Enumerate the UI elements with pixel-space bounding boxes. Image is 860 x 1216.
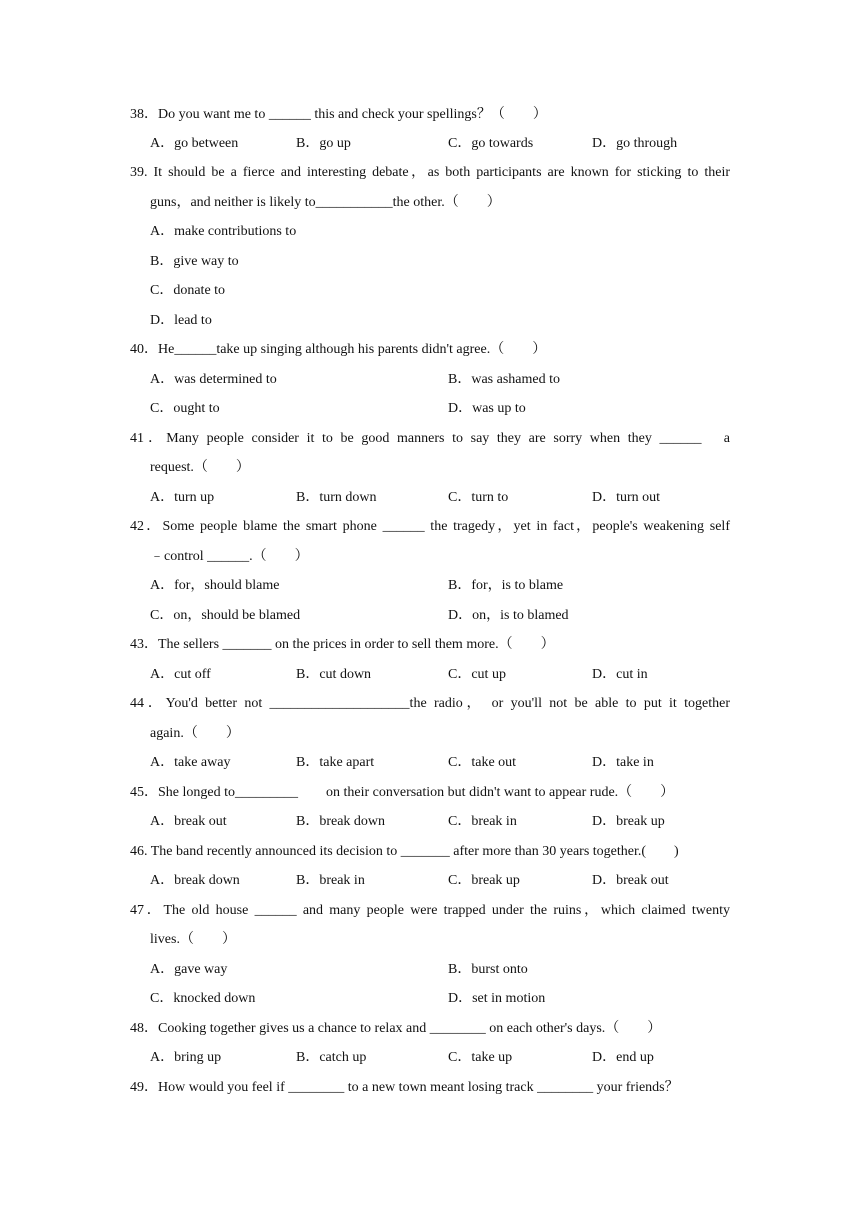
option-a[interactable]: A．bring up xyxy=(150,1050,222,1065)
option-c[interactable]: C．ought to xyxy=(150,401,220,416)
question-44-stem-line1: 44．You'd better not ____________________the radio， or you'll not be able to put it together xyxy=(130,696,730,711)
question-41-stem-line1: 41．Many people consider it to be good manners to say they are sorry when they ______ a xyxy=(130,431,730,446)
option-c[interactable]: C．go towards xyxy=(448,136,534,151)
question-39-option-c[interactable]: C．donate to xyxy=(150,283,226,298)
option-d[interactable]: D．break up xyxy=(592,814,665,829)
option-a[interactable]: A．was determined to xyxy=(150,372,277,387)
option-c[interactable]: C．cut up xyxy=(448,667,506,682)
question-39-stem-line2: guns，and neither is likely to___________the other.（ ） xyxy=(150,195,501,210)
option-b[interactable]: B．take apart xyxy=(296,755,375,770)
option-d[interactable]: D．on，is to blamed xyxy=(448,608,569,623)
question-41-stem-line2: request.（ ） xyxy=(150,460,250,475)
option-d[interactable]: D．take in xyxy=(592,755,654,770)
option-d[interactable]: D．go through xyxy=(592,136,678,151)
option-d[interactable]: D．set in motion xyxy=(448,991,546,1006)
question-47-stem-line2: lives.（ ） xyxy=(150,932,236,947)
option-a[interactable]: A．break down xyxy=(150,873,240,888)
option-d[interactable]: D．was up to xyxy=(448,401,526,416)
option-a[interactable]: A．cut off xyxy=(150,667,211,682)
option-b[interactable]: B．catch up xyxy=(296,1050,367,1065)
option-c[interactable]: C．take out xyxy=(448,755,517,770)
option-d[interactable]: D．end up xyxy=(592,1050,654,1065)
option-a[interactable]: A．take away xyxy=(150,755,231,770)
question-49-stem: 49．How would you feel if ________ to a new town meant losing track ________ your friends？ xyxy=(130,1080,679,1095)
option-a[interactable]: A．gave way xyxy=(150,962,228,977)
option-b[interactable]: B．was ashamed to xyxy=(448,372,560,387)
question-38-stem: 38．Do you want me to ______ this and check your spellings？（ ） xyxy=(130,107,547,122)
option-c[interactable]: C．break in xyxy=(448,814,517,829)
question-48-stem: 48．Cooking together gives us a chance to relax and ________ on each other's days.（ ） xyxy=(130,1021,662,1036)
option-a[interactable]: A．turn up xyxy=(150,490,215,505)
question-39-option-d[interactable]: D．lead to xyxy=(150,313,212,328)
question-44-stem-line2: again.（ ） xyxy=(150,726,240,741)
option-c[interactable]: C．knocked down xyxy=(150,991,256,1006)
option-d[interactable]: D．break out xyxy=(592,873,669,888)
question-47-stem-line1: 47．The old house ______ and many people were trapped under the ruins，which claimed twenty xyxy=(130,903,730,918)
question-39-option-b[interactable]: B．give way to xyxy=(150,254,239,269)
option-d[interactable]: D．turn out xyxy=(592,490,661,505)
option-b[interactable]: B．turn down xyxy=(296,490,377,505)
option-b[interactable]: B．cut down xyxy=(296,667,372,682)
option-b[interactable]: B．go up xyxy=(296,136,351,151)
question-40-stem: 40．He______take up singing although his parents didn't agree.（ ） xyxy=(130,342,547,357)
option-c[interactable]: C．break up xyxy=(448,873,520,888)
option-b[interactable]: B．burst onto xyxy=(448,962,528,977)
option-b[interactable]: B．break down xyxy=(296,814,386,829)
option-b[interactable]: B．break in xyxy=(296,873,365,888)
option-a[interactable]: A．break out xyxy=(150,814,227,829)
question-46-stem: 46. The band recently announced its decision to _______ after more than 30 years together.( ) xyxy=(130,844,679,859)
question-39-option-a[interactable]: A．make contributions to xyxy=(150,224,297,239)
option-c[interactable]: C．turn to xyxy=(448,490,509,505)
option-c[interactable]: C．take up xyxy=(448,1050,513,1065)
question-42-stem-line1: 42．Some people blame the smart phone ______ the tragedy，yet in fact，people's weakening self xyxy=(130,519,730,534)
option-a[interactable]: A．go between xyxy=(150,136,239,151)
option-b[interactable]: B．for，is to blame xyxy=(448,578,564,593)
option-a[interactable]: A．for，should blame xyxy=(150,578,280,593)
question-45-stem: 45．She longed to_________ on their conversation but didn't want to appear rude.（ ） xyxy=(130,785,675,800)
option-c[interactable]: C．on，should be blamed xyxy=(150,608,301,623)
option-d[interactable]: D．cut in xyxy=(592,667,648,682)
question-42-stem-line2: ﹣control ______.（ ） xyxy=(150,549,309,564)
question-43-stem: 43．The sellers _______ on the prices in order to sell them more.（ ） xyxy=(130,637,555,652)
question-39-stem-line1: 39. It should be a fierce and interesting debate，as both participants are known for sticking to their xyxy=(130,165,730,180)
